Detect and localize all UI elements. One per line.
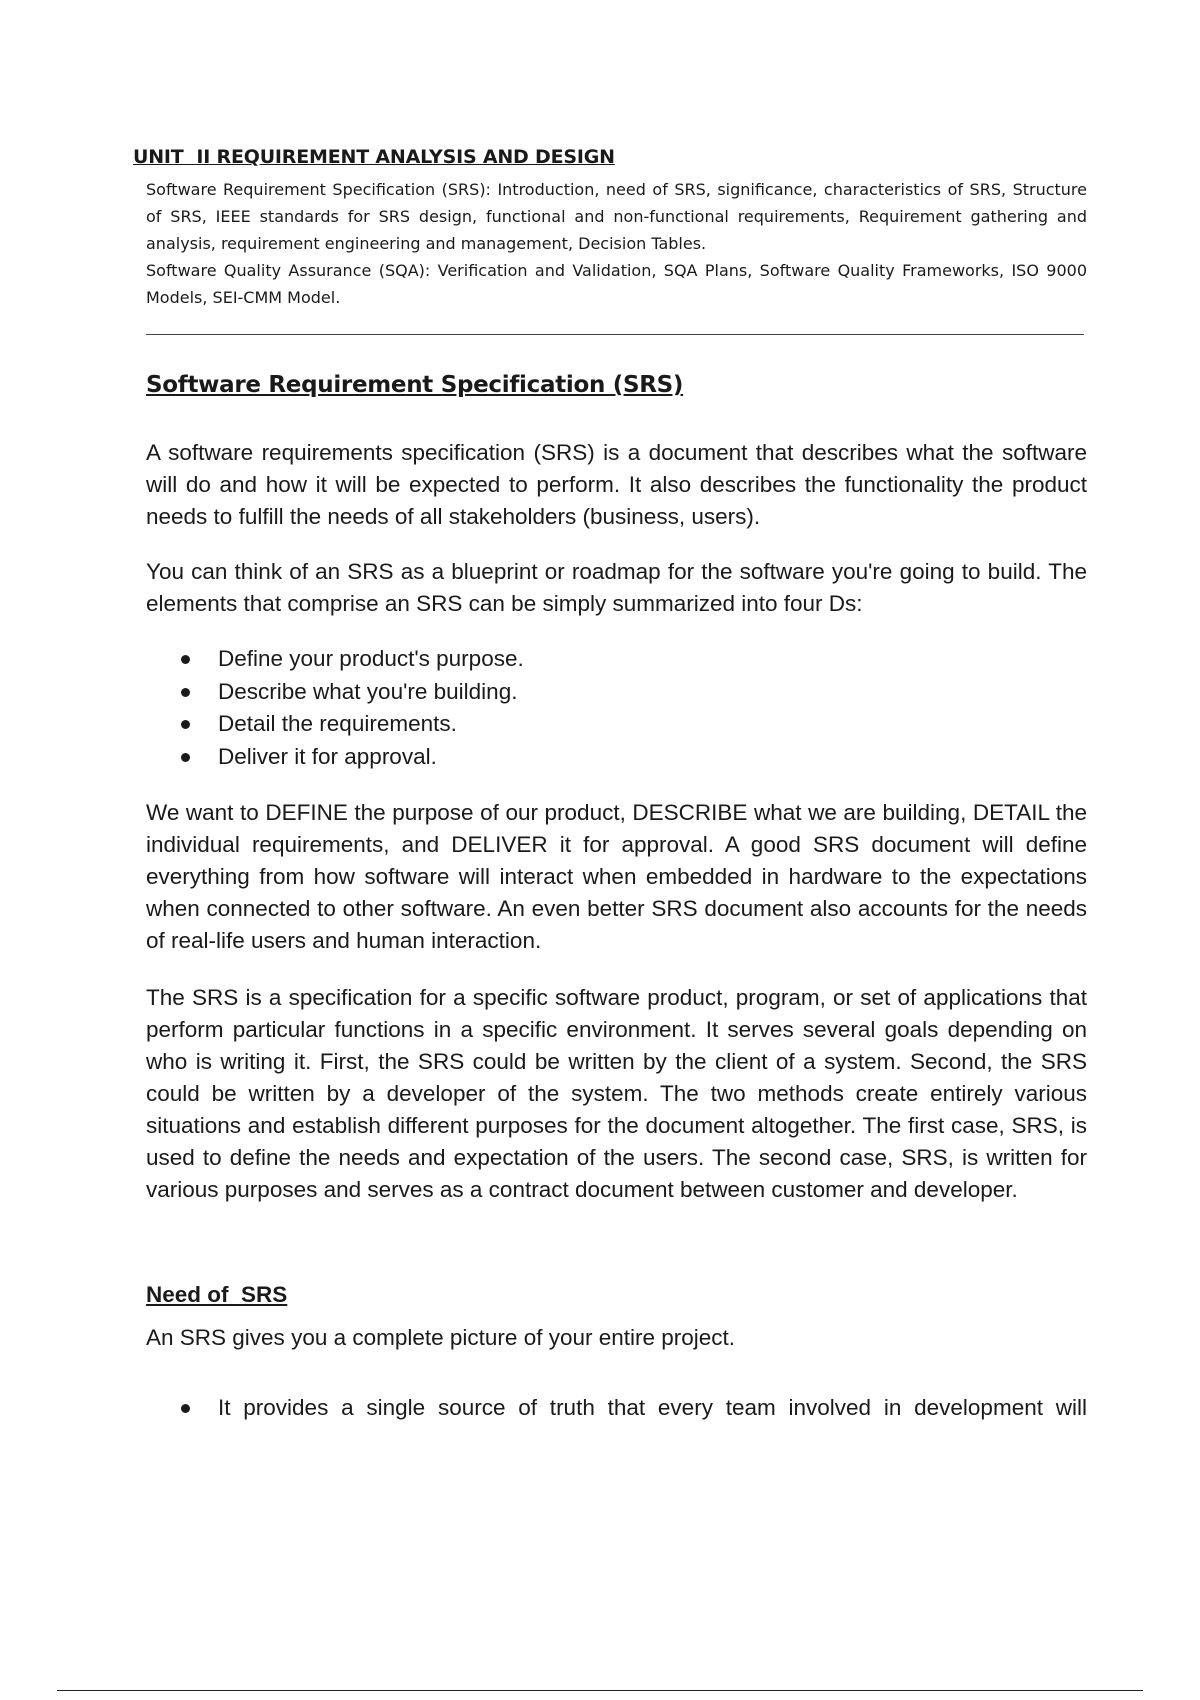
list-item-text: Deliver it for approval. xyxy=(218,743,437,769)
unit-heading: UNIT II REQUIREMENT ANALYSIS AND DESIGN xyxy=(133,146,615,168)
list-item xyxy=(146,676,524,709)
syllabus-sqa-topics: Software Quality Assurance (SQA): Verification and Validation, SQA Plans, Software Quality Frameworks, ISO 9000 Models, SEI-CMM Model. xyxy=(146,261,1087,307)
paragraph-define: We want to DEFINE the purpose of our product, DESCRIBE what we are building, DETAIL the individual requirements, and DELIVER it for approval. A good SRS document will define everything from how software will interact when embedded in hardware to the expectations when connected to other software. An even better SRS document also accounts for the needs of real-life users and human interaction. xyxy=(146,800,1087,953)
paragraph-need-intro: An SRS gives you a complete picture of your entire project. xyxy=(146,1325,736,1350)
list-item-text: It provides a single source of truth that every team involved in development will xyxy=(218,1395,1087,1420)
footer-line xyxy=(57,1690,1143,1691)
list-item-text: Define your product's purpose. xyxy=(218,646,524,671)
bullet-icon xyxy=(181,1404,190,1413)
paragraph-blueprint: You can think of an SRS as a blueprint or roadmap for the software you're going to build. The elements that comprise an SRS can be simply summarized into four Ds: xyxy=(146,559,1087,616)
bullet-icon xyxy=(181,655,190,664)
list-item xyxy=(146,708,524,741)
bullet-icon xyxy=(181,720,190,729)
section-heading-srs: Software Requirement Specification (SRS) xyxy=(146,372,684,398)
need-list xyxy=(146,1392,1087,1424)
four-ds-list xyxy=(146,643,524,773)
paragraph-intro: A software requirements specification (SRS) is a document that describes what the software will do and how it will be expected to perform. It also describes the functionality the product needs to fulfill the needs of all stakeholders (business, users). xyxy=(146,440,1087,529)
bullet-icon xyxy=(181,688,190,697)
list-item-text: Describe what you're building. xyxy=(218,678,518,704)
syllabus-srs-topics: Software Requirement Specification (SRS): Introduction, need of SRS, significance, characteristics of SRS, Structure of SRS, IEEE standards for SRS design, functional and non-functional requirements, Requirement gathering and analysis, requirement engineering and management, Decision Tables. xyxy=(146,180,1087,253)
paragraph-specification: The SRS is a specification for a specific software product, program, or set of applications that perform particular functions in a specific environment. It serves several goals depending on who is writing it. First, the SRS could be written by the client of a system. Second, the SRS could be written by a developer of the system. The two methods create entirely various situations and establish different purposes for the document altogether. The first case, SRS, is used to define the needs and expectation of the users. The second case, SRS, is written for various purposes and serves as a contract document between customer and developer. xyxy=(146,985,1087,1202)
list-item-text: Detail the requirements. xyxy=(218,711,457,736)
list-item xyxy=(146,1392,1087,1424)
list-item xyxy=(146,643,524,676)
list-item xyxy=(146,741,524,774)
section-heading-need: Need of SRS xyxy=(146,1282,288,1307)
bullet-icon xyxy=(181,753,190,762)
separator-line xyxy=(146,334,1084,335)
syllabus-block xyxy=(146,176,1087,311)
